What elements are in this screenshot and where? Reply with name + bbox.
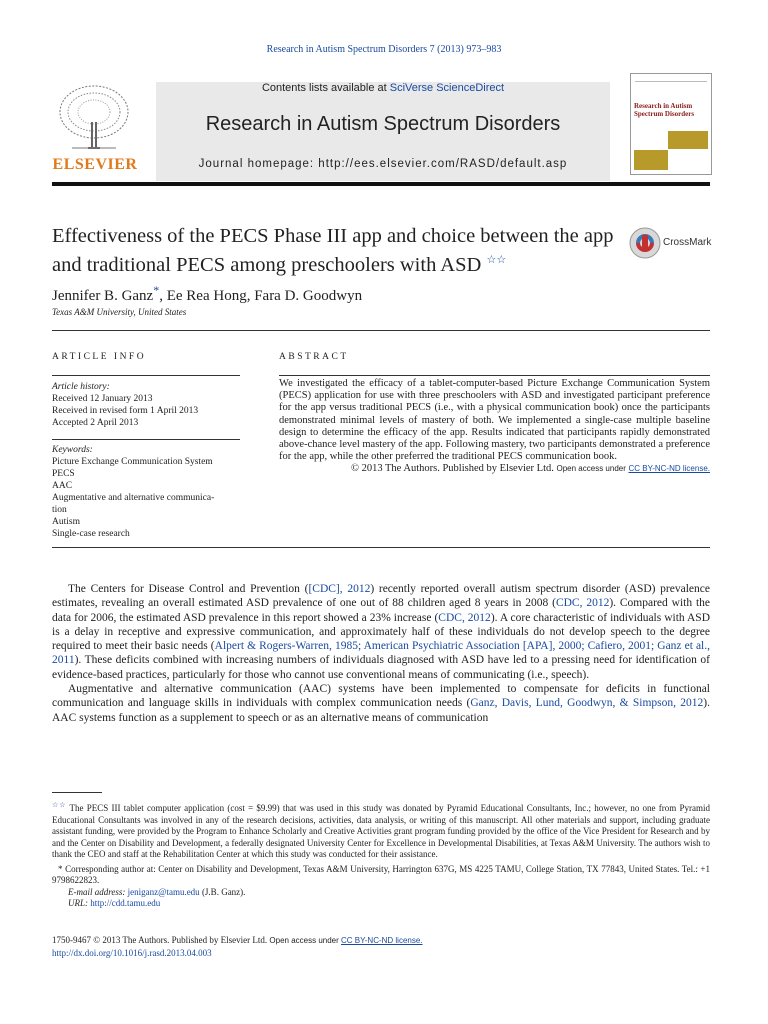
text-run: (J.B. Ganz). — [199, 886, 246, 897]
article-history — [52, 381, 240, 429]
divider — [52, 547, 710, 548]
paragraph — [52, 682, 710, 725]
footnote-email — [52, 887, 710, 899]
other-authors: , Ee Rea Hong, Fara D. Goodwyn — [159, 288, 363, 304]
keyword: AAC — [52, 481, 73, 491]
footnote-corresponding — [52, 864, 710, 887]
email-label: E-mail address: — [68, 886, 126, 897]
crossmark-badge[interactable] — [628, 226, 712, 260]
cover-header-line — [635, 77, 707, 82]
keyword: Single-case research — [52, 529, 130, 539]
contents-prefix: Contents lists available at — [261, 82, 390, 94]
footnote-mark: * — [58, 863, 63, 874]
keyword: Autism — [52, 517, 80, 527]
issn-copyright: 1750-9467 © 2013 The Authors. Published by Elsevier Ltd. — [52, 935, 268, 945]
abstract-label: ABSTRACT — [279, 352, 349, 362]
cover-block — [668, 131, 708, 149]
article-title-text: Effectiveness of the PECS Phase III app and choice between the app and traditional PECS among preschoolers with ASD — [52, 225, 614, 276]
issn-line — [52, 934, 710, 947]
abstract-copyright-line — [279, 463, 710, 475]
url-link[interactable]: http://cdd.tamu.edu — [90, 898, 161, 908]
open-access-label: Open access under — [556, 464, 626, 474]
abstract-text: We investigated the efficacy of a tablet-computer-based Picture Exchange Communication System (PECS) application for use with three preschoolers with ASD and investigated participant preference for the app versus traditional PECS (i.e., with a physical communication book) once the participants demonstrated minimal levels of mastery of both. We implemented a single-case multiple baseline design to determine the efficacy of the app. Results indicated that participants rapidly demonstrated above-chance level mastery of the app. Following mastery, two participants demonstrated a preference for the app, while the other preferred the traditional PECS communication book. — [279, 378, 710, 463]
article-title — [52, 224, 632, 277]
paragraph — [52, 582, 710, 682]
footnote-mark: ☆☆ — [52, 801, 67, 809]
history-item: Received in revised form 1 April 2013 — [52, 406, 199, 416]
crossmark-label: CrossMark — [663, 237, 712, 248]
divider — [52, 439, 240, 440]
license-link[interactable]: CC BY-NC-ND license. — [341, 936, 423, 945]
cover-block — [634, 150, 668, 170]
citation-link[interactable]: CDC, 2012 — [555, 597, 610, 610]
title-footnote-mark[interactable]: ☆☆ — [486, 254, 507, 266]
keyword: tion — [52, 505, 67, 515]
footnote-url — [52, 898, 710, 910]
contents-line — [156, 82, 610, 94]
text-run: ). AAC systems function as a supplement to speech or as an alternative means of communication — [52, 697, 710, 724]
journal-citation[interactable]: Research in Autism Spectrum Disorders 7 (2013) 973–983 — [266, 44, 502, 55]
divider — [52, 375, 240, 376]
journal-name: Research in Autism Spectrum Disorders — [205, 113, 561, 135]
citation-link[interactable]: Ganz, Davis, Lund, Goodwyn, & Simpson, 2012 — [470, 697, 704, 710]
journal-homepage[interactable]: Journal homepage: http://ees.elsevier.com/RASD/default.asp — [198, 158, 568, 170]
footnote-text: The PECS III tablet computer application (cost = $9.99) that was used in this study was donated by Pyramid Educational Consultants, Inc.; however, no one from Pyramid Educational Consultants was involved in any of the research decisions, activities, data analysis, or writing of this manuscript. All other materials and support, including graduate assistant funding, were provided by the Program to Enhance Scholarly and Creative Activities grant program funding provided by the office of the Vice President for Research and by and the Center on Disability and Development, a federally designated University Center for Excellence in Developmental Disabilities, at Texas A&M University. The authors wish to thank the CEO and staff at the Rehabilitation Center at which this study was conducted for their assistance. — [52, 803, 710, 859]
crossmark-icon — [628, 226, 662, 260]
history-item: Accepted 2 April 2013 — [52, 418, 139, 428]
text-run: ). A core characteristic of individuals with ASD is a delay in receptive and expressive communication, and approximately half of these individuals do not develop speech to the degree required to meet their basic needs ( — [52, 611, 711, 653]
author-list — [52, 283, 362, 305]
keyword: Picture Exchange Communication System — [52, 457, 213, 467]
footnote-text: Corresponding author at: Center on Disability and Development, Texas A&M University, Harrington 637G, MS 4225 TAMU, College Station, TX 77843, United States. Tel.: +1 9798622823. — [52, 863, 710, 885]
license-link[interactable]: CC BY-NC-ND license. — [628, 464, 710, 474]
text-run: ). These deficits combined with increasing numbers of individuals diagnosed with ASD have led to a pressing need for identification of evidence-based practices, particularly for those who cannot use conventional means of communicating (i.e., speech). — [52, 654, 710, 681]
keyword: Augmentative and alternative communica- — [52, 493, 215, 503]
bottom-info — [52, 934, 710, 959]
url-label: URL: — [68, 898, 88, 908]
doi-link[interactable]: http://dx.doi.org/10.1016/j.rasd.2013.04.003 — [52, 948, 212, 958]
text-run: Augmentative and alternative communication (AAC) systems have been implemented to compensate for deficits in functional communication and language skills in individuals with complex communication needs ( — [52, 683, 710, 710]
keywords — [52, 444, 240, 540]
body-text — [52, 582, 710, 725]
citation-link[interactable]: Alpert & Rogers-Warren, 1985; American Psychiatric Association [APA], 2000; Cafiero, 2001; Ganz et al., 2011 — [52, 640, 710, 667]
history-label: Article history: — [52, 382, 110, 392]
email-link[interactable]: jeniganz@tamu.edu — [127, 886, 200, 897]
text-run: ). Compared with the data for 2006, the estimated ASD prevalence in this report showed a 23% increase ( — [52, 597, 710, 624]
history-item: Received 12 January 2013 — [52, 394, 153, 404]
keywords-label: Keywords: — [52, 445, 93, 455]
citation-link[interactable]: CDC, 2012 — [438, 611, 491, 624]
sciencedirect-link[interactable]: SciVerse ScienceDirect — [389, 82, 505, 94]
citation-link[interactable]: [CDC], 2012 — [308, 583, 371, 595]
text-run: The Centers for Disease Control and Prevention ( — [68, 583, 309, 595]
text-run: ) recently reported overall autism spectrum disorder (ASD) prevalence estimates, revealing an overall estimated ASD prevalence of one out of 88 children aged 8 years in 2008 ( — [52, 583, 710, 610]
article-info-label: ARTICLE INFO — [52, 352, 147, 362]
affiliation: Texas A&M University, United States — [52, 307, 187, 317]
author-footnote-mark[interactable]: * — [153, 283, 160, 297]
footnote-rule — [52, 792, 102, 793]
cover-title: Research in Autism Spectrum Disorders — [634, 102, 695, 118]
copyright: © 2013 The Authors. Published by Elsevier Ltd. — [350, 463, 554, 475]
open-access-label: Open access under — [269, 936, 339, 945]
footnote-funding — [52, 800, 710, 861]
keyword: PECS — [52, 469, 75, 479]
publisher-wordmark: ELSEVIER — [52, 156, 138, 173]
header-rule — [52, 182, 710, 186]
divider — [52, 330, 710, 331]
divider — [279, 375, 710, 376]
author-name: Jennifer B. Ganz — [52, 288, 154, 304]
abstract-body — [279, 378, 710, 476]
footnotes — [52, 800, 710, 910]
